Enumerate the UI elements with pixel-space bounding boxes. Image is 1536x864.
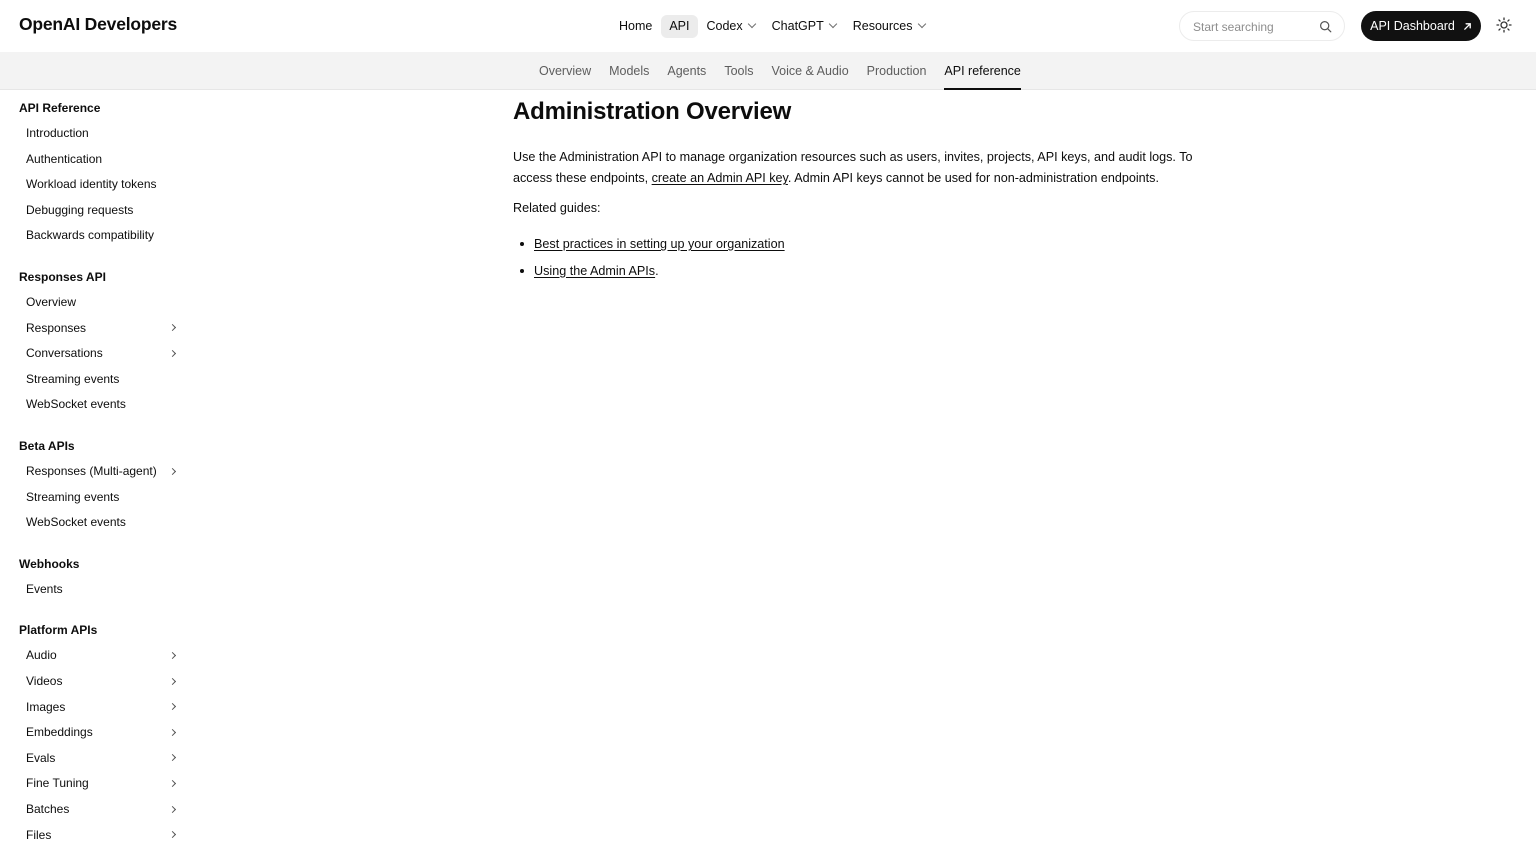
chevron-right-icon <box>169 831 176 838</box>
sidebar-item-label: Overview <box>26 295 77 309</box>
tab-voice-audio[interactable]: Voice & Audio <box>771 64 849 78</box>
sidebar-item-label: Introduction <box>26 126 89 140</box>
sidebar-item-label: Conversations <box>26 346 103 361</box>
sidebar-item-label: WebSocket events <box>26 397 126 412</box>
tab-overview[interactable]: Overview <box>539 64 592 78</box>
nav-label: API <box>669 19 690 33</box>
sidebar-item-label: Streaming events <box>26 371 120 386</box>
sidebar-item-label: Fine Tuning <box>26 776 89 791</box>
sidebar-item-label: Files <box>26 827 52 842</box>
chevron-right-icon <box>169 805 176 812</box>
nav-label: ChatGPT <box>771 19 824 33</box>
chevron-right-icon <box>169 467 176 474</box>
sidebar-section-title: Webhooks <box>19 556 80 571</box>
sidebar-item-streaming-events[interactable] <box>26 487 178 507</box>
sidebar-item-label: WebSocket events <box>26 515 126 530</box>
sidebar-item-backwards-compatibility[interactable] <box>26 225 178 245</box>
sidebar-item-files[interactable] <box>26 825 178 845</box>
chevron-right-icon <box>169 703 176 710</box>
nav-chatgpt[interactable] <box>764 15 844 38</box>
search-icon <box>1319 20 1332 33</box>
intro-paragraph <box>513 147 1213 189</box>
tab-production[interactable]: Production <box>866 64 927 78</box>
sidebar-item-videos[interactable] <box>26 671 178 691</box>
nav-home[interactable] <box>611 15 660 38</box>
sidebar-item-conversations[interactable] <box>26 343 178 363</box>
sidebar-item-label: Videos <box>26 674 63 688</box>
sidebar-item-fine-tuning[interactable] <box>26 773 178 793</box>
tab-tools[interactable]: Tools <box>724 64 754 78</box>
theme-toggle-sun-icon[interactable] <box>1496 17 1512 33</box>
nav-resources[interactable] <box>845 15 933 38</box>
sidebar-item-batches[interactable] <box>26 799 178 819</box>
sidebar-item-websocket-events[interactable] <box>26 512 178 532</box>
related-guides-list <box>513 234 785 287</box>
sidebar-item-label: Authentication <box>26 151 103 166</box>
nav-label: Home <box>619 19 653 33</box>
sidebar-item-label: Evals <box>26 750 56 765</box>
chevron-right-icon <box>169 652 176 659</box>
top-nav <box>611 14 934 38</box>
sidebar <box>0 90 190 864</box>
guide-link-using-the-admin-apis[interactable]: Using the Admin APIs <box>534 263 656 278</box>
sidebar-item-websocket-events[interactable] <box>26 394 178 414</box>
sidebar-item-label: Streaming events <box>26 489 120 504</box>
top-header <box>0 0 1536 52</box>
guide-link-best-practices-in-setting-up-your-organization[interactable]: Best practices in setting up your organization <box>534 237 785 251</box>
sidebar-item-label: Batches <box>26 802 70 816</box>
sidebar-item-label: Debugging requests <box>26 202 134 217</box>
create-admin-key-link[interactable]: create an Admin API key <box>651 171 788 185</box>
tab-models[interactable]: Models <box>609 64 650 78</box>
sidebar-section-title: API Reference <box>19 101 101 115</box>
chevron-right-icon <box>169 324 176 331</box>
chevron-right-icon <box>169 677 176 684</box>
api-dashboard-label: API Dashboard <box>1370 19 1455 33</box>
list-item <box>513 261 785 288</box>
search-input[interactable] <box>1179 11 1345 41</box>
tab-api-reference[interactable]: API reference <box>935 52 1029 90</box>
sidebar-item-authentication[interactable] <box>26 149 178 169</box>
search-placeholder: Start searching <box>1193 20 1274 34</box>
nav-label: Codex <box>706 19 743 33</box>
sidebar-item-introduction[interactable] <box>26 123 178 143</box>
sidebar-item-images[interactable] <box>26 697 178 717</box>
chevron-down-icon <box>829 20 837 28</box>
external-arrow-icon <box>1463 22 1472 31</box>
sidebar-item-responses-multi-agent[interactable] <box>26 461 178 481</box>
sidebar-item-label: Workload identity tokens <box>26 177 157 192</box>
tab-agents[interactable]: Agents <box>667 64 707 78</box>
sidebar-section-title: Beta APIs <box>19 439 75 453</box>
sidebar-item-audio[interactable] <box>26 645 178 665</box>
sidebar-item-overview[interactable] <box>26 292 178 312</box>
sidebar-item-label: Responses (Multi-agent) <box>26 464 157 478</box>
sidebar-item-streaming-events[interactable] <box>26 369 178 389</box>
sidebar-item-label: Backwards compatibility <box>26 228 155 243</box>
sidebar-item-label: Embeddings <box>26 725 93 740</box>
chevron-right-icon <box>169 729 176 736</box>
section-tabs <box>0 52 1536 90</box>
chevron-down-icon <box>917 20 925 28</box>
sidebar-item-debugging-requests[interactable] <box>26 200 178 220</box>
api-dashboard-button[interactable] <box>1361 11 1481 41</box>
related-guides-label: Related guides: <box>513 201 601 215</box>
guide-suffix: . <box>655 263 659 278</box>
sidebar-section-title: Platform APIs <box>19 623 98 638</box>
intro-text-2: . Admin API keys cannot be used for non-administration endpoints. <box>787 171 1159 185</box>
sidebar-item-embeddings[interactable] <box>26 722 178 742</box>
page-title: Administration Overview <box>513 98 792 125</box>
sidebar-section-title: Responses API <box>19 270 106 284</box>
sidebar-item-evals[interactable] <box>26 748 178 768</box>
brand-logo[interactable]: OpenAI Developers <box>19 14 178 34</box>
sidebar-item-responses[interactable] <box>26 318 178 338</box>
chevron-right-icon <box>169 780 176 787</box>
sidebar-item-label: Responses <box>26 320 87 335</box>
sidebar-item-label: Images <box>26 699 66 714</box>
sidebar-item-label: Audio <box>26 648 57 663</box>
chevron-right-icon <box>169 754 176 761</box>
sidebar-item-label: Events <box>26 581 63 596</box>
chevron-down-icon <box>747 20 755 28</box>
list-item <box>513 234 785 261</box>
nav-codex[interactable] <box>699 15 763 38</box>
sidebar-item-workload-identity-tokens[interactable] <box>26 174 178 194</box>
nav-api[interactable] <box>661 15 697 38</box>
sidebar-item-events[interactable] <box>26 579 178 599</box>
nav-label: Resources <box>852 19 913 33</box>
intro-text-1: Use the Administration API to manage organization resources such as users, invites, projects, API keys, and audit logs. To access these endpoints, <box>513 150 1193 185</box>
chevron-right-icon <box>169 350 176 357</box>
